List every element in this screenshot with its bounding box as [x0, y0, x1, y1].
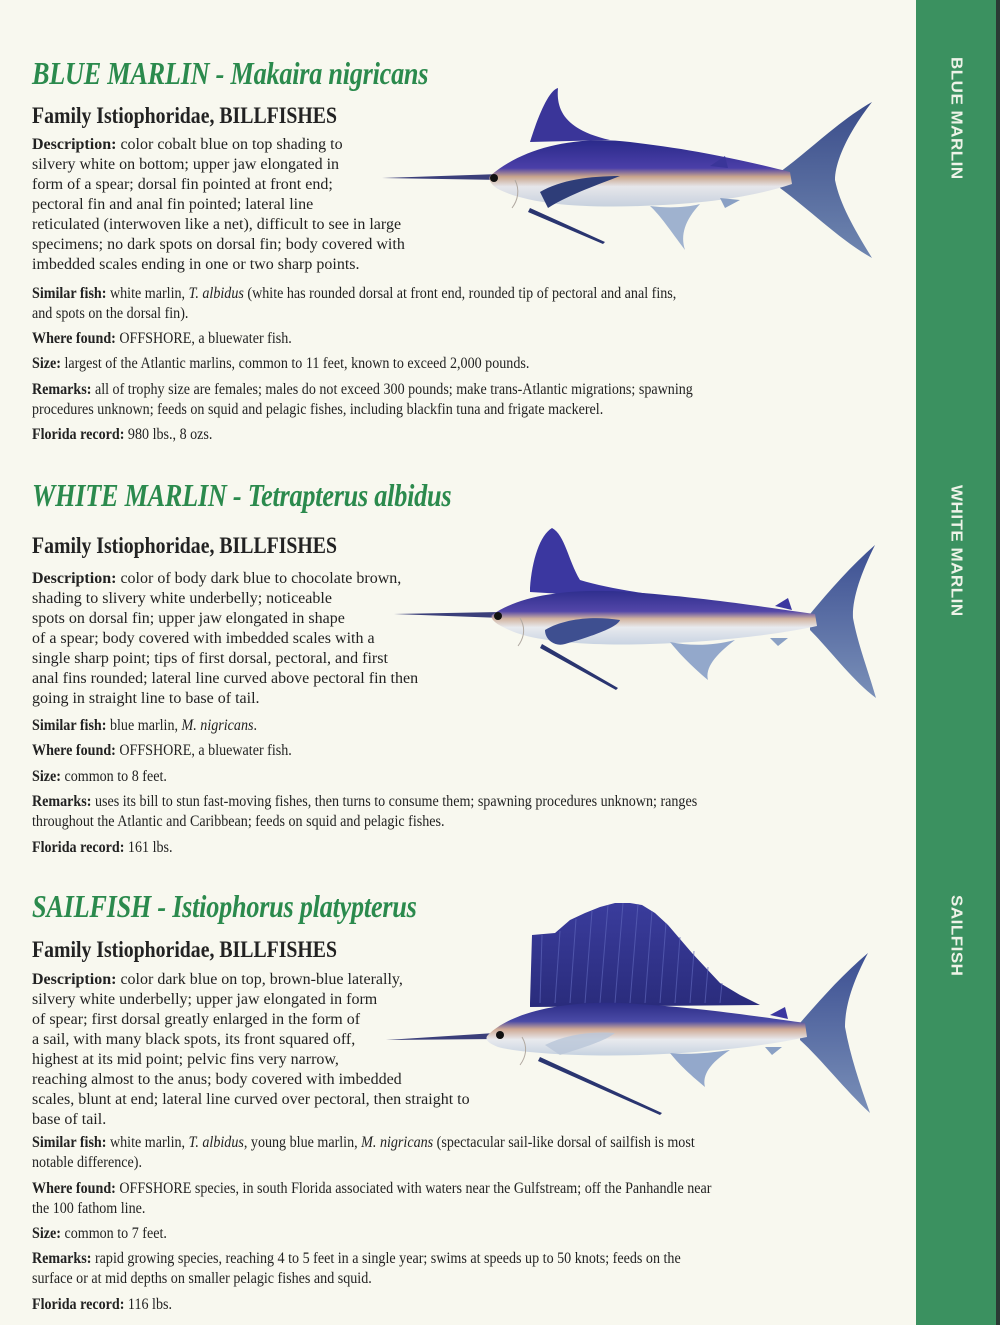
- sidebar-tab-label: BLUE MARLIN: [947, 57, 966, 180]
- similar-fish-field: Similar fish: white marlin, T. albidus (white has rounded dorsal at front end, rounded tip of pectoral and anal fins, and spots on the dorsal fin).: [32, 285, 677, 322]
- species-title: WHITE MARLIN - Tetrapterus albidus: [32, 477, 452, 513]
- size-field: Size: largest of the Atlantic marlins, common to 11 feet, known to exceed 2,000 pounds.: [32, 355, 530, 372]
- family-heading: Family Istiophoridae, BILLFISHES: [32, 103, 338, 128]
- where-found-field: Where found: OFFSHORE, a bluewater fish.: [32, 330, 292, 347]
- field-label: Description:: [32, 570, 117, 587]
- florida-record-field: Florida record: 116 lbs.: [32, 1296, 173, 1313]
- sailfish-illustration: [380, 895, 890, 1120]
- remarks-field: Remarks: all of trophy size are females; males do not exceed 300 pounds; make trans-Atlantic migrations; spawning procedures unknown; feeds on squid and pelagic fishes, including blackfin tuna and frigate mackerel.: [32, 381, 693, 418]
- similar-fish-field: Similar fish: blue marlin, M. nigricans.: [32, 717, 258, 734]
- where-found-field: Where found: OFFSHORE species, in south Florida associated with waters near the Gulfstream; off the Panhandle near the 100 fathom line.: [32, 1180, 712, 1217]
- field-label: Description:: [32, 136, 117, 153]
- sidebar-tab-white-marlin[interactable]: [916, 485, 996, 617]
- size-field: Size: common to 7 feet.: [32, 1225, 167, 1242]
- white-marlin-illustration: [390, 520, 890, 705]
- field-label: Description:: [32, 971, 117, 988]
- size-field: Size: common to 8 feet.: [32, 768, 167, 785]
- description-block: Description: color of body dark blue to chocolate brown, shading to slivery white underbelly; noticeable spots on dorsal fin; upper jaw elongated in shape of a spear; body covered with imbedded scales with a single sharp point; tips of first dorsal, pectoral, and first anal fins rounded; lateral line curved above pectoral fin then going in straight line to base of tail.: [32, 570, 419, 707]
- remarks-field: Remarks: uses its bill to stun fast-moving fishes, then turns to consume them; spawning procedures unknown; ranges throughout the Atlantic and Caribbean; feeds on squid and pelagic fishes.: [32, 793, 698, 830]
- remarks-field: Remarks: rapid growing species, reaching 4 to 5 feet in a single year; swims at speeds up to 50 knots; feeds on the surface or at mid depths on smaller pelagic fishes and squid.: [32, 1250, 681, 1287]
- sidebar-tab-label: SAILFISH: [947, 895, 966, 977]
- similar-fish-field: Similar fish: white marlin, T. albidus, young blue marlin, M. nigricans (spectacular sail-like dorsal of sailfish is most notable difference).: [32, 1134, 695, 1171]
- description-block: Description: color dark blue on top, brown-blue laterally, silvery white underbelly; upper jaw elongated in form of spear; first dorsal greatly enlarged in the form of a sail, with many black spots, its front squared off, highest at its mid point; pelvic fins very narrow, reaching almost to the anus; body covered with imbedded scales, blunt at end; lateral line curved over pectoral, then straight to base of tail.: [32, 971, 470, 1128]
- sidebar-tab-label: WHITE MARLIN: [947, 485, 966, 617]
- species-title: BLUE MARLIN - Makaira nigricans: [32, 55, 429, 91]
- family-heading: Family Istiophoridae, BILLFISHES: [32, 533, 338, 558]
- sidebar-edge: [996, 0, 1000, 1325]
- blue-marlin-illustration: [380, 80, 890, 265]
- description-block: Description: color cobalt blue on top shading to silvery white on bottom; upper jaw elongated in form of a spear; dorsal fin pointed at front end; pectoral fin and anal fin pointed; lateral line reticulated (interwoven like a net), difficult to see in large specimens; no dark spots on dorsal fin; body covered with imbedded scales ending in one or two sharp points.: [32, 136, 405, 273]
- florida-record-field: Florida record: 161 lbs.: [32, 839, 173, 856]
- family-heading: Family Istiophoridae, BILLFISHES: [32, 937, 338, 962]
- species-title: SAILFISH - Istiophorus platypterus: [32, 888, 417, 924]
- sidebar-tab-blue-marlin[interactable]: [916, 57, 996, 180]
- section-index-sidebar: [916, 0, 996, 1325]
- florida-record-field: Florida record: 980 lbs., 8 ozs.: [32, 426, 213, 443]
- sidebar-tab-sailfish[interactable]: [916, 895, 996, 976]
- where-found-field: Where found: OFFSHORE, a bluewater fish.: [32, 742, 292, 759]
